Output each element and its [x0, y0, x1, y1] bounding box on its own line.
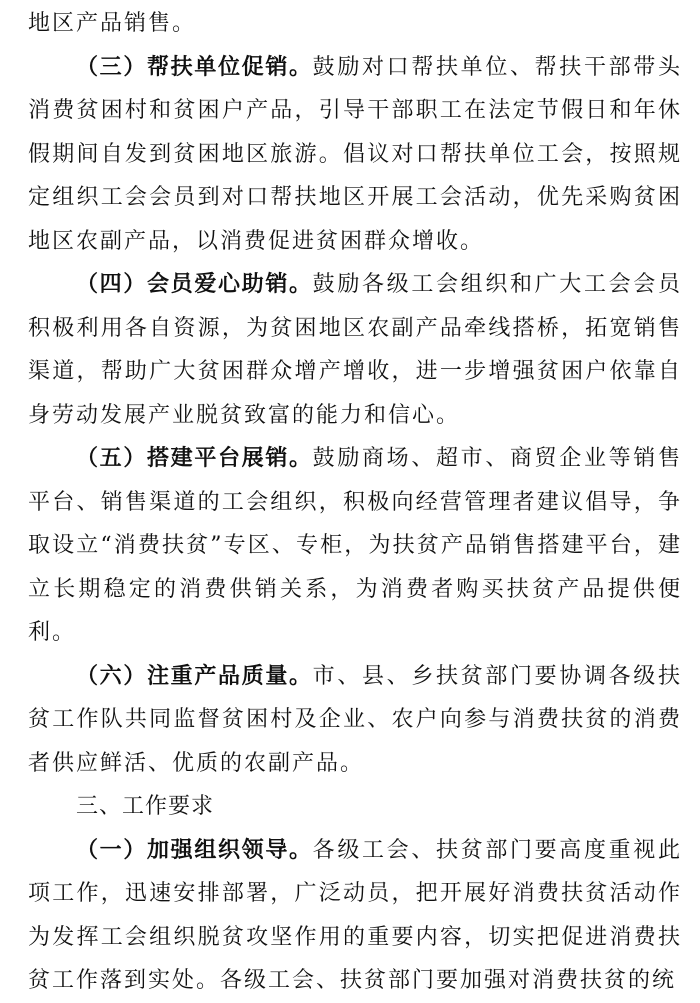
paragraph-text: 鼓励各级工会组织和广大工会会员积极利用各自资源，为贫困地区农副产品牵线搭桥，拓宽销售渠道，帮助广大贫困群众增产增收，进一步增强贫困户依靠自身劳动发展产业脱贫致富的能力和信心。	[28, 272, 682, 428]
paragraph-continuation	[28, 2, 682, 46]
paragraph-text: 鼓励商场、超市、商贸企业等销售平台、销售渠道的工会组织，积极向经营管理者建议倡导，争取设立“消费扶贫”专区、专柜，为扶贫产品销售搭建平台，建立长期稳定的消费供销关系，为消费者购买扶贫产品提供便利。	[28, 446, 682, 645]
paragraph-text: 市、县、乡扶贫部门要协调各级扶贫工作队共同监督贫困村及企业、农户向参与消费扶贫的消费者供应鲜活、优质的农副产品。	[28, 663, 682, 776]
paragraph-product-quality	[28, 655, 682, 786]
section-heading-text: 三、工作要求	[76, 794, 215, 819]
paragraph-text: 各级工会、扶贫部门要高度重视此项工作，迅速安排部署，广泛动员，把开展好消费扶贫活动作为发挥工会组织脱贫攻坚作用的重要内容，切实把促进消费扶贫工作落到实处。各级工会、扶贫部门要加强对消费扶贫的统	[28, 837, 682, 993]
paragraph-heading: （四）会员爱心助销。	[76, 272, 313, 297]
paragraph-assist-units	[28, 46, 682, 264]
document-body	[28, 2, 682, 1003]
paragraph-text: 鼓励对口帮扶单位、帮扶干部带头消费贫困村和贫困户产品，引导干部职工在法定节假日和年休假期间自发到贫困地区旅游。倡议对口帮扶单位工会，按照规定组织工会会员到对口帮扶地区开展工会活动，优先采购贫困地区农副产品，以消费促进贫困群众增收。	[28, 54, 682, 254]
section-heading-work-requirements	[28, 785, 682, 829]
paragraph-platform-sales	[28, 437, 682, 655]
paragraph-heading: （五）搭建平台展销。	[76, 446, 313, 471]
paragraph-text: 地区产品销售。	[28, 11, 197, 36]
paragraph-member-sales	[28, 263, 682, 437]
paragraph-heading: （三）帮扶单位促销。	[76, 54, 313, 80]
paragraph-heading: （六）注重产品质量。	[76, 663, 313, 689]
paragraph-heading: （一）加强组织领导。	[76, 837, 313, 863]
paragraph-organization-leadership	[28, 829, 682, 1003]
